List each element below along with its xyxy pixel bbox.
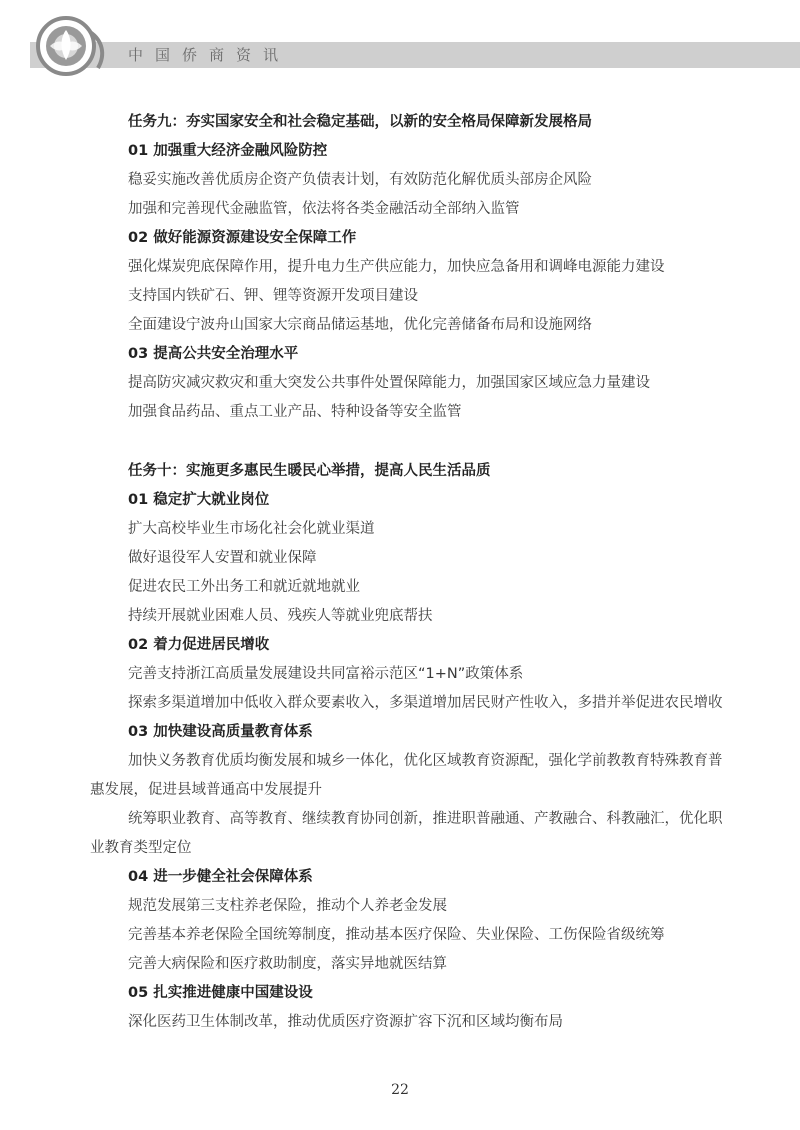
document-body xyxy=(90,108,730,1037)
task10-title: 任务十：实施更多惠民生暖民心举措，提高人民生活品质 xyxy=(128,463,491,479)
list-item: 完善支持浙江高质量发展建设共同富裕示范区“1+N”政策体系 xyxy=(128,666,524,682)
paragraph: 探索多渠道增加中低收入群众要素收入，多渠道增加居民财产性收入，多措并举促进农民增收 xyxy=(128,695,723,711)
section-heading: 01 稳定扩大就业岗位 xyxy=(128,492,270,508)
section-heading: 03 加快建设高质量教育体系 xyxy=(128,724,313,740)
list-item: 完善大病保险和医疗救助制度，落实异地就医结算 xyxy=(128,956,447,972)
list-item: 扩大高校毕业生市场化社会化就业渠道 xyxy=(128,521,375,537)
list-item: 完善基本养老保险全国统筹制度，推动基本医疗保险、失业保险、工伤保险省级统筹 xyxy=(128,927,665,943)
section-heading: 02 着力促进居民增收 xyxy=(128,637,270,653)
list-item: 加强和完善现代金融监管，依法将各类金融活动全部纳入监管 xyxy=(128,201,520,217)
list-item: 强化煤炭兜底保障作用，提升电力生产供应能力，加快应急备用和调峰电源能力建设 xyxy=(128,259,665,275)
section-heading: 05 扎实推进健康中国建设设 xyxy=(128,985,313,1001)
list-item: 做好退役军人安置和就业保障 xyxy=(128,550,317,566)
section-heading: 01 加强重大经济金融风险防控 xyxy=(128,143,328,159)
section-heading: 02 做好能源资源建设安全保障工作 xyxy=(128,230,357,246)
page-header xyxy=(0,0,800,80)
page-number: 22 xyxy=(391,1082,409,1098)
list-item: 全面建设宁波舟山国家大宗商品储运基地，优化完善储备布局和设施网络 xyxy=(128,317,592,333)
list-item: 促进农民工外出务工和就近就地就业 xyxy=(128,579,360,595)
organization-seal-icon xyxy=(20,10,120,76)
paragraph: 加快义务教育优质均衡发展和城乡一体化，优化区域教育资源配，强化学前教教育特殊教育普惠发展，促进县域普通高中发展提升 xyxy=(90,753,723,798)
section-heading: 04 进一步健全社会保障体系 xyxy=(128,869,313,885)
list-item: 加强食品药品、重点工业产品、特种设备等安全监管 xyxy=(128,404,462,420)
list-item: 支持国内铁矿石、钾、锂等资源开发项目建设 xyxy=(128,288,418,304)
header-title: 中国侨商资讯 xyxy=(128,46,291,64)
list-item: 规范发展第三支柱养老保险，推动个人养老金发展 xyxy=(128,898,447,914)
list-item: 提高防灾减灾救灾和重大突发公共事件处置保障能力，加强国家区域应急力量建设 xyxy=(128,375,650,391)
list-item: 持续开展就业困难人员、残疾人等就业兜底帮扶 xyxy=(128,608,433,624)
list-item: 深化医药卫生体制改革，推动优质医疗资源扩容下沉和区域均衡布局 xyxy=(128,1014,563,1030)
section-heading: 03 提高公共安全治理水平 xyxy=(128,346,299,362)
paragraph: 统筹职业教育、高等教育、继续教育协同创新，推进职普融通、产教融合、科教融汇，优化职业教育类型定位 xyxy=(90,811,723,856)
list-item: 稳妥实施改善优质房企资产负债表计划，有效防范化解优质头部房企风险 xyxy=(128,172,592,188)
task9-title: 任务九：夯实国家安全和社会稳定基础，以新的安全格局保障新发展格局 xyxy=(128,114,592,130)
